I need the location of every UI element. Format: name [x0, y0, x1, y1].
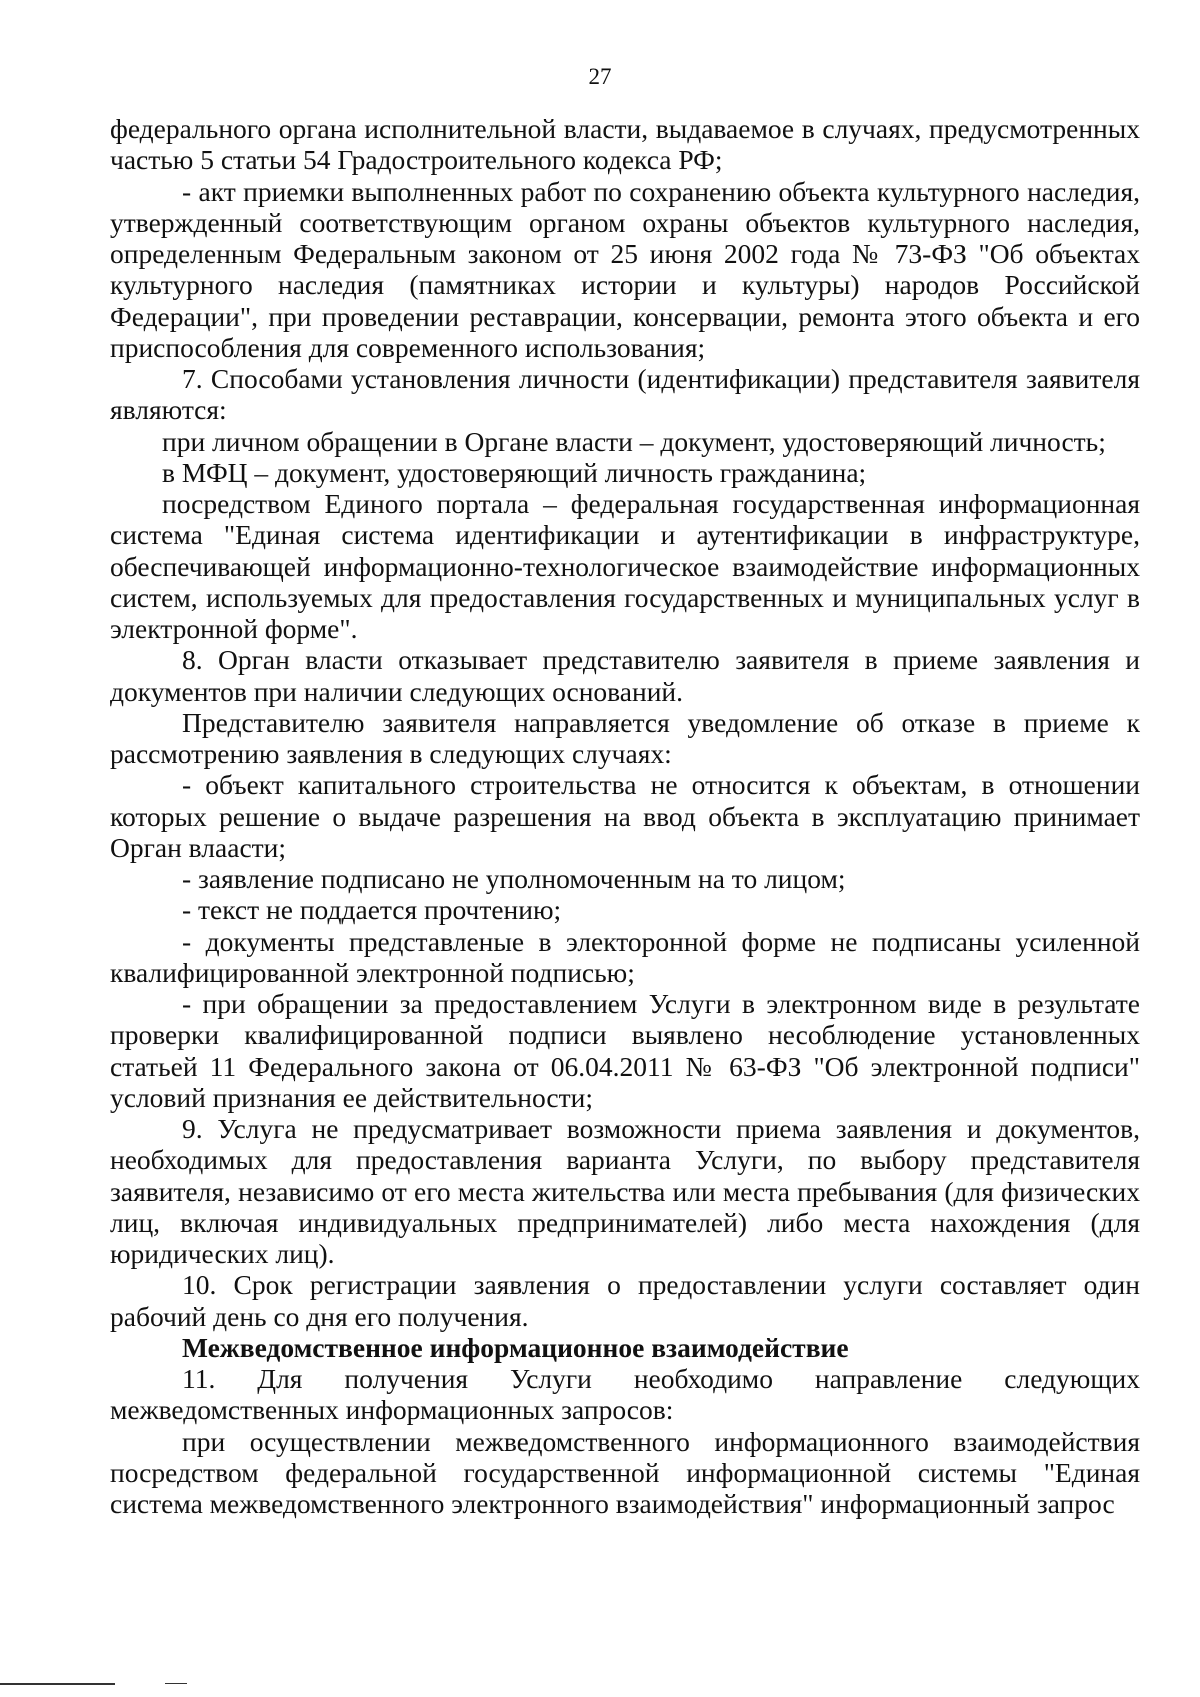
document-body [110, 113, 1140, 1519]
paragraph: - заявление подписано не уполномоченным на то лицом; [182, 863, 846, 894]
paragraph: Представителю заявителя направляется уведомление об отказе в приеме к рассмотрению заявления в следующих случаях: [110, 706, 1140, 769]
scan-artifact-line [165, 1683, 187, 1684]
paragraph: - акт приемки выполненных работ по сохранению объекта культурного наследия, утвержденный соответствующим органом охраны объектов культурного наследия, определенным Федеральным законом от 25 июня 2002 года № 73-ФЗ "Об объектах культурного наследия (памятниках истории и культуры) народов Российской Федерации", при проведении реставрации, консервации, ремонта этого объекта и его приспособления для современного использования; [110, 175, 1140, 363]
page-number: 27 [588, 64, 612, 89]
paragraph: - текст не поддается прочтению; [182, 894, 562, 926]
paragraph: в МФЦ – документ, удостоверяющий личность гражданина; [162, 456, 867, 488]
paragraph: 10. Срок регистрации заявления о предоставлении услуги составляет один рабочий день со дня его получения. [110, 1269, 1140, 1332]
paragraph: посредством Единого портала – федеральная государственная информационная система "Единая система идентификации и аутентификации в инфраструктуре, обеспечивающей информационно-технологическое взаимодействие информационных систем, используемых для предоставления государственных и муниципальных услуг в электронной форме". [110, 488, 1140, 644]
paragraph: - объект капитального строительства не относится к объектам, в отношении которых решение о выдаче разрешения на ввод объекта в эксплуатацию принимает Орган влаасти; [110, 769, 1140, 863]
paragraph: - при обращении за предоставлением Услуги в электронном виде в результате проверки квалифицированной подписи выявлено несоблюдение установленных статьей 11 Федерального закона от 06.04.2011 № 63-ФЗ "Об электронной подписи" условий признания ее действительности; [110, 988, 1140, 1113]
section-heading: Межведомственное информационное взаимодействие [182, 1331, 849, 1363]
paragraph: 11. Для получения Услуги необходимо направление следующих межведомственных информационных запросов: [110, 1363, 1140, 1426]
paragraph: 8. Орган власти отказывает представителю заявителя в приеме заявления и документов при наличии следующих оснований. [110, 644, 1140, 707]
scan-artifact-line [0, 1683, 115, 1685]
paragraph: 7. Способами установления личности (идентификации) представителя заявителя являются: [110, 363, 1140, 426]
paragraph: при осуществлении межведомственного информационного взаимодействия посредством федеральной государственной информационной системы "Единая система межведомственного электронного взаимодействия" информационный запрос [110, 1425, 1140, 1519]
paragraph: - документы представленые в электоронной форме не подписаны усиленной квалифицированной электронной подписью; [110, 925, 1140, 988]
paragraph: федерального органа исполнительной власти, выдаваемое в случаях, предусмотренных частью 5 статьи 54 Градостроительного кодекса РФ; [110, 113, 1140, 176]
paragraph: 9. Услуга не предусматривает возможности приема заявления и документов, необходимых для предоставления варианта Услуги, по выбору представителя заявителя, независимо от его места жительства или места пребывания (для физических лиц, включая индивидуальных предпринимателей) либо места нахождения (для юридических лиц). [110, 1113, 1140, 1269]
paragraph: при личном обращении в Органе власти – документ, удостоверяющий личность; [162, 425, 1106, 457]
